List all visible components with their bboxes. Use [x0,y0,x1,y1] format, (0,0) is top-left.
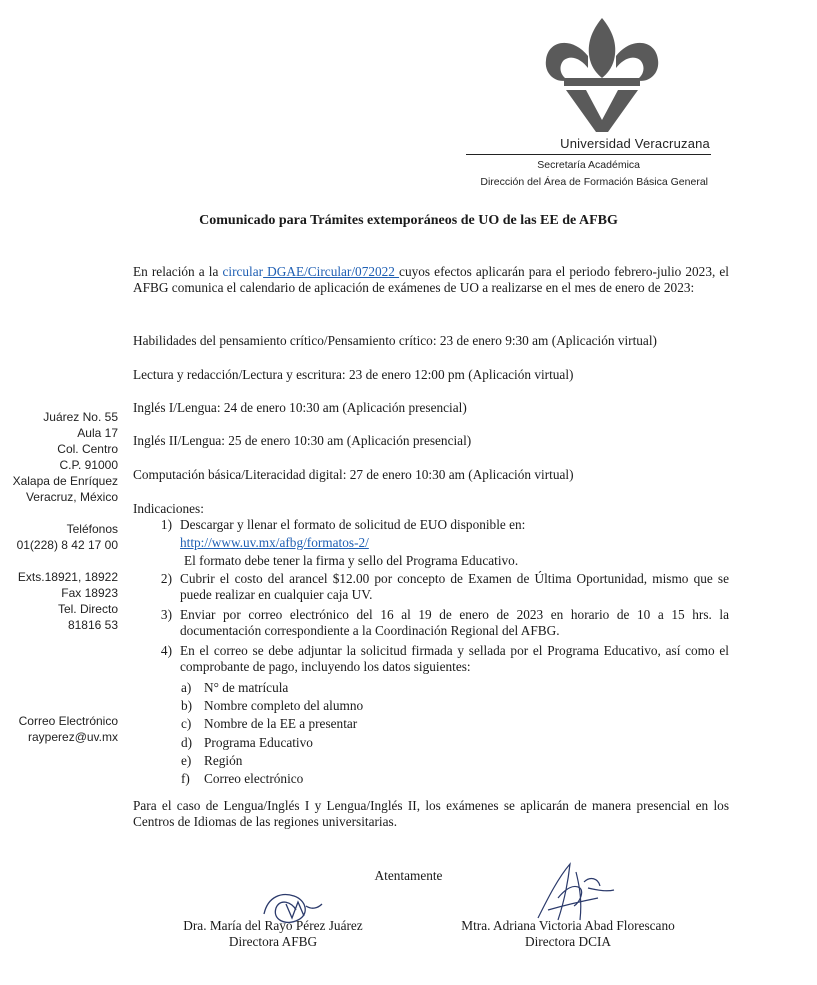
address-line: Veracruz, México [25,490,118,504]
signatory-role: Directora DCIA [524,934,612,949]
secretaria-label: Secretaría Académica [537,159,640,171]
address-line: Aula 17 [77,426,118,440]
step-text: Descargar y llenar el formato de solicitud de EUO disponible en: [180,517,526,532]
direccion-label: Dirección del Área de Formación Básica General [480,176,708,188]
step-text: Enviar por correo electrónico del 16 al 19 de enero de 2023 en horario de 10 a 15 hrs. la documentación correspondiente a la Coordinación Regional del AFBG. [180,607,729,638]
indicaciones-label: Indicaciones: [133,501,204,516]
item-letter: e) [181,753,192,768]
signatory-name: Mtra. Adriana Victoria Abad Florescano [461,918,675,933]
item-text: Nombre de la EE a presentar [204,716,358,731]
step-note: El formato debe tener la firma y sello del Programa Educativo. [184,553,519,568]
tel-directo: 81816 53 [67,618,118,632]
address-line: C.P. 91000 [59,458,118,472]
formatos-link[interactable]: http://www.uv.mx/afbg/formatos-2/ [180,535,369,550]
university-logo [542,16,662,134]
item-text: Nombre completo del alumno [204,698,364,713]
address-line: Xalapa de Enríquez [12,474,118,488]
email-address: rayperez@uv.mx [28,730,118,744]
email-label: Correo Electrónico [18,714,118,728]
document-title: Comunicado para Trámites extemporáneos de UO de las EE de AFBG [199,213,618,228]
item-letter: c) [181,716,192,731]
item-letter: f) [181,771,190,786]
signatory-name: Dra. María del Rayo Pérez Juárez [183,918,363,933]
exam-line: Inglés I/Lengua: 24 de enero 10:30 am (Aplicación presencial) [133,400,467,415]
step-text: Cubrir el costo del arancel $12.00 por concepto de Examen de Última Oportunidad, mismo que se puede realizar en cualquier caja UV. [180,571,729,602]
item-letter: d) [181,735,193,750]
tel-directo-label: Tel. Directo [57,602,118,616]
phones-label: Teléfonos [66,522,118,536]
university-name: Universidad Veracruzana [560,136,710,151]
address-line: Col. Centro [57,442,118,456]
exam-line: Habilidades del pensamiento crítico/Pensamiento crítico: 23 de enero 9:30 am (Aplicación virtual) [133,333,657,348]
item-text: N° de matrícula [204,680,289,695]
fax: Fax 18923 [61,586,118,600]
step-number: 2) [160,571,172,586]
extensions: Exts.18921, 18922 [17,570,118,584]
step-number: 3) [160,607,172,622]
item-text: Programa Educativo [204,735,313,750]
signatory-1 [143,918,403,950]
closing-salutation: Atentamente [374,868,443,883]
circular-link[interactable]: DGAE/Circular/072022 [263,264,400,279]
step-number: 1) [160,517,172,532]
item-text: Región [204,753,243,768]
item-letter: a) [181,680,192,695]
step-text: En el correo se debe adjuntar la solicitud firmada y sellada por el Programa Educativo, así como el comprobante de pago, incluyendo los datos siguientes: [180,643,729,674]
phone-number: 01(228) 8 42 17 00 [16,538,118,552]
item-letter: b) [181,698,193,713]
exam-line: Lectura y redacción/Lectura y escritura: 23 de enero 12:00 pm (Aplicación virtual) [133,367,574,382]
signatory-role: Directora AFBG [228,934,318,949]
intro-paragraph [133,264,729,296]
header-rule [466,154,711,155]
step-number: 4) [160,643,172,658]
address-line: Juárez No. 55 [43,410,118,424]
closing-paragraph: Para el caso de Lengua/Inglés I y Lengua/Inglés II, los exámenes se aplicarán de manera presencial en los Centros de Idiomas de las regiones universitarias. [133,798,729,829]
intro-prefix: En relación a la [133,264,223,279]
intro-rest: cuyos efectos aplicarán para el periodo febrero-julio 2023, el AFBG comunica el calendario de aplicación de exámenes de UO a realizarse en el mes de enero de 2023: [133,264,729,295]
circular-link-word[interactable]: circular [222,264,264,279]
exam-line: Inglés II/Lengua: 25 de enero 10:30 am (Aplicación presencial) [133,433,472,448]
signatory-2 [438,918,698,950]
item-text: Correo electrónico [204,771,304,786]
exam-line: Computación básica/Literacidad digital: 27 de enero 10:30 am (Aplicación virtual) [133,467,574,482]
contact-sidebar [0,409,118,745]
